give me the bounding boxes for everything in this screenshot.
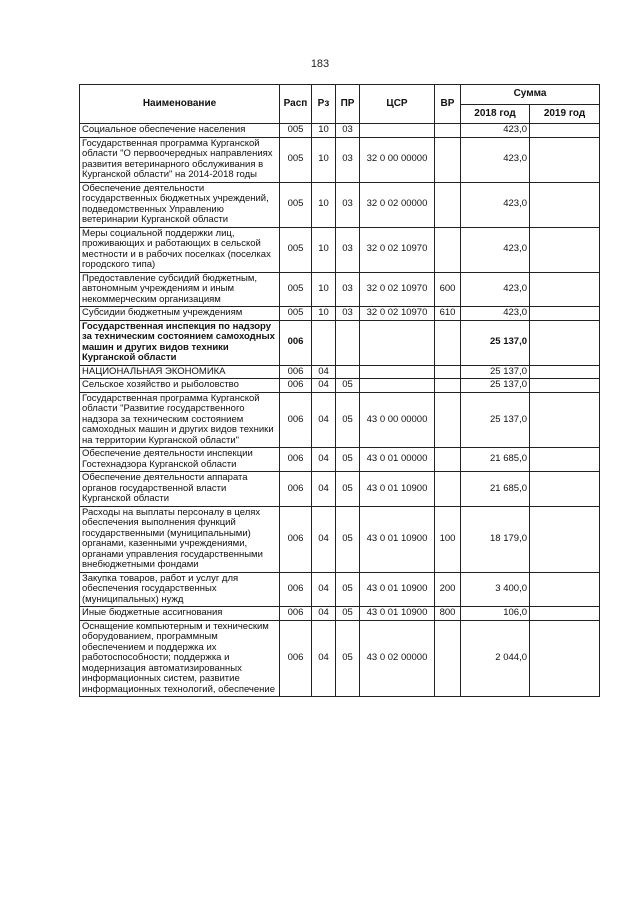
cell-vr: 200 bbox=[435, 572, 461, 607]
header-2018: 2018 год bbox=[461, 105, 530, 124]
cell-sum-2018: 25 137,0 bbox=[461, 365, 530, 379]
cell-rz: 10 bbox=[312, 137, 336, 182]
cell-sum-2018: 423,0 bbox=[461, 307, 530, 321]
cell-rz: 04 bbox=[312, 506, 336, 572]
cell-pr: 05 bbox=[336, 379, 360, 393]
cell-name: Предоставление субсидий бюджетным, автономным учреждениям и иным некоммерческим организациям bbox=[80, 272, 280, 307]
cell-sum-2019 bbox=[530, 572, 600, 607]
cell-rz: 10 bbox=[312, 272, 336, 307]
cell-name: Государственная программа Курганской области "Развитие государственного надзора за техническим состоянием самоходных машин и других видов техники на территории Курганской области" bbox=[80, 392, 280, 448]
table-row bbox=[80, 182, 600, 227]
cell-rasp: 006 bbox=[280, 607, 312, 621]
cell-sum-2018: 2 044,0 bbox=[461, 620, 530, 697]
cell-sum-2019 bbox=[530, 620, 600, 697]
cell-rz: 04 bbox=[312, 365, 336, 379]
cell-name: Социальное обеспечение населения bbox=[80, 124, 280, 138]
cell-pr: 03 bbox=[336, 307, 360, 321]
cell-pr: 03 bbox=[336, 137, 360, 182]
cell-sum-2019 bbox=[530, 272, 600, 307]
cell-rz: 04 bbox=[312, 572, 336, 607]
cell-rasp: 006 bbox=[280, 448, 312, 472]
cell-rasp: 006 bbox=[280, 506, 312, 572]
cell-pr: 05 bbox=[336, 620, 360, 697]
cell-vr bbox=[435, 227, 461, 272]
cell-sum-2018: 423,0 bbox=[461, 272, 530, 307]
cell-pr: 05 bbox=[336, 448, 360, 472]
cell-name: Обеспечение деятельности аппарата органов государственной власти Курганской области bbox=[80, 472, 280, 507]
cell-sum-2018: 21 685,0 bbox=[461, 448, 530, 472]
table-row bbox=[80, 620, 600, 697]
cell-rz: 04 bbox=[312, 607, 336, 621]
table-row bbox=[80, 307, 600, 321]
cell-rasp: 005 bbox=[280, 137, 312, 182]
cell-rasp: 005 bbox=[280, 182, 312, 227]
table-row bbox=[80, 137, 600, 182]
table-row bbox=[80, 272, 600, 307]
cell-sum-2019 bbox=[530, 365, 600, 379]
cell-vr bbox=[435, 124, 461, 138]
cell-vr bbox=[435, 320, 461, 365]
table-row bbox=[80, 572, 600, 607]
header-sum: Сумма bbox=[461, 85, 600, 105]
budget-table bbox=[79, 84, 600, 697]
cell-rasp: 005 bbox=[280, 124, 312, 138]
table-row bbox=[80, 392, 600, 448]
cell-pr: 03 bbox=[336, 227, 360, 272]
cell-csr: 32 0 02 00000 bbox=[360, 182, 435, 227]
cell-csr bbox=[360, 320, 435, 365]
header-rz: Рз bbox=[312, 85, 336, 124]
cell-csr: 43 0 01 10900 bbox=[360, 506, 435, 572]
cell-sum-2019 bbox=[530, 448, 600, 472]
cell-vr bbox=[435, 365, 461, 379]
cell-pr: 05 bbox=[336, 572, 360, 607]
cell-rz: 04 bbox=[312, 392, 336, 448]
header-2019: 2019 год bbox=[530, 105, 600, 124]
cell-rasp: 006 bbox=[280, 620, 312, 697]
header-pr: ПР bbox=[336, 85, 360, 124]
table-row bbox=[80, 379, 600, 393]
cell-name: Сельское хозяйство и рыболовство bbox=[80, 379, 280, 393]
cell-csr: 32 0 00 00000 bbox=[360, 137, 435, 182]
cell-sum-2018: 423,0 bbox=[461, 227, 530, 272]
cell-pr bbox=[336, 365, 360, 379]
cell-name: Обеспечение деятельности государственных бюджетных учреждений, подведомственных Управлению ветеринарии Курганской области bbox=[80, 182, 280, 227]
cell-vr bbox=[435, 620, 461, 697]
cell-sum-2019 bbox=[530, 607, 600, 621]
table-row bbox=[80, 472, 600, 507]
cell-csr: 32 0 02 10970 bbox=[360, 307, 435, 321]
cell-vr bbox=[435, 472, 461, 507]
cell-vr bbox=[435, 379, 461, 393]
cell-pr: 03 bbox=[336, 182, 360, 227]
table-row bbox=[80, 320, 600, 365]
cell-rasp: 006 bbox=[280, 572, 312, 607]
cell-rasp: 006 bbox=[280, 379, 312, 393]
cell-sum-2018: 21 685,0 bbox=[461, 472, 530, 507]
cell-csr bbox=[360, 124, 435, 138]
cell-sum-2018: 25 137,0 bbox=[461, 320, 530, 365]
cell-sum-2019 bbox=[530, 392, 600, 448]
cell-csr: 43 0 02 00000 bbox=[360, 620, 435, 697]
cell-sum-2018: 423,0 bbox=[461, 124, 530, 138]
cell-rz: 04 bbox=[312, 379, 336, 393]
cell-sum-2018: 106,0 bbox=[461, 607, 530, 621]
table-row bbox=[80, 607, 600, 621]
cell-sum-2019 bbox=[530, 506, 600, 572]
table-row bbox=[80, 506, 600, 572]
header-rasp: Расп bbox=[280, 85, 312, 124]
cell-csr: 43 0 01 10900 bbox=[360, 572, 435, 607]
cell-csr: 32 0 02 10970 bbox=[360, 272, 435, 307]
table-body bbox=[80, 124, 600, 697]
cell-csr bbox=[360, 379, 435, 393]
cell-pr: 05 bbox=[336, 472, 360, 507]
cell-vr: 100 bbox=[435, 506, 461, 572]
cell-rasp: 006 bbox=[280, 365, 312, 379]
cell-rz: 04 bbox=[312, 472, 336, 507]
cell-name: Государственная программа Курганской области "О первоочередных направлениях развития ветеринарного обслуживания в Курганской области" на 2014-2018 годы bbox=[80, 137, 280, 182]
cell-rz: 10 bbox=[312, 124, 336, 138]
cell-sum-2019 bbox=[530, 182, 600, 227]
cell-sum-2018: 18 179,0 bbox=[461, 506, 530, 572]
header-row-top bbox=[80, 85, 600, 105]
cell-sum-2019 bbox=[530, 137, 600, 182]
cell-rasp: 006 bbox=[280, 472, 312, 507]
cell-csr: 43 0 01 10900 bbox=[360, 607, 435, 621]
cell-sum-2018: 3 400,0 bbox=[461, 572, 530, 607]
cell-rz bbox=[312, 320, 336, 365]
cell-csr: 43 0 01 00000 bbox=[360, 448, 435, 472]
cell-name: Меры социальной поддержки лиц, проживающих и работающих в сельской местности и в рабочих поселках (поселках городского типа) bbox=[80, 227, 280, 272]
cell-name: Иные бюджетные ассигнования bbox=[80, 607, 280, 621]
cell-vr bbox=[435, 448, 461, 472]
cell-vr: 800 bbox=[435, 607, 461, 621]
cell-rz: 10 bbox=[312, 182, 336, 227]
cell-rasp: 006 bbox=[280, 392, 312, 448]
cell-sum-2018: 25 137,0 bbox=[461, 392, 530, 448]
cell-vr bbox=[435, 182, 461, 227]
cell-sum-2019 bbox=[530, 472, 600, 507]
table-row bbox=[80, 124, 600, 138]
cell-csr: 32 0 02 10970 bbox=[360, 227, 435, 272]
cell-sum-2018: 25 137,0 bbox=[461, 379, 530, 393]
cell-sum-2019 bbox=[530, 379, 600, 393]
cell-name: Оснащение компьютерным и техническим оборудованием, программным обеспечением и поддержка их работоспособности; поддержка и модернизация автоматизированных информационных систем, развитие информационных технологий, обеспечение bbox=[80, 620, 280, 697]
cell-pr: 05 bbox=[336, 607, 360, 621]
cell-sum-2019 bbox=[530, 320, 600, 365]
cell-pr bbox=[336, 320, 360, 365]
cell-pr: 03 bbox=[336, 124, 360, 138]
cell-pr: 05 bbox=[336, 506, 360, 572]
cell-sum-2019 bbox=[530, 227, 600, 272]
cell-sum-2018: 423,0 bbox=[461, 137, 530, 182]
cell-vr bbox=[435, 392, 461, 448]
cell-rasp: 006 bbox=[280, 320, 312, 365]
cell-name: Закупка товаров, работ и услуг для обеспечения государственных (муниципальных) нужд bbox=[80, 572, 280, 607]
table-row bbox=[80, 365, 600, 379]
cell-csr bbox=[360, 365, 435, 379]
header-csr: ЦСР bbox=[360, 85, 435, 124]
header-name: Наименование bbox=[80, 85, 280, 124]
cell-rz: 10 bbox=[312, 307, 336, 321]
cell-pr: 03 bbox=[336, 272, 360, 307]
cell-rasp: 005 bbox=[280, 307, 312, 321]
page-number: 183 bbox=[310, 58, 330, 70]
cell-vr: 610 bbox=[435, 307, 461, 321]
cell-sum-2018: 423,0 bbox=[461, 182, 530, 227]
table-row bbox=[80, 227, 600, 272]
header-vr: ВР bbox=[435, 85, 461, 124]
cell-name: Субсидии бюджетным учреждениям bbox=[80, 307, 280, 321]
cell-name: Государственная инспекция по надзору за техническим состоянием самоходных машин и других видов техники Курганской области bbox=[80, 320, 280, 365]
cell-rz: 04 bbox=[312, 620, 336, 697]
cell-rz: 04 bbox=[312, 448, 336, 472]
cell-rasp: 005 bbox=[280, 272, 312, 307]
cell-name: Обеспечение деятельности инспекции Гостехнадзора Курганской области bbox=[80, 448, 280, 472]
cell-rasp: 005 bbox=[280, 227, 312, 272]
table-row bbox=[80, 448, 600, 472]
cell-vr bbox=[435, 137, 461, 182]
cell-sum-2019 bbox=[530, 307, 600, 321]
cell-sum-2019 bbox=[530, 124, 600, 138]
cell-name: Расходы на выплаты персоналу в целях обеспечения выполнения функций государственными (муниципальными) органами, казенными учреждениями, органами управления государственными внебюджетными фондами bbox=[80, 506, 280, 572]
cell-vr: 600 bbox=[435, 272, 461, 307]
cell-rz: 10 bbox=[312, 227, 336, 272]
cell-name: НАЦИОНАЛЬНАЯ ЭКОНОМИКА bbox=[80, 365, 280, 379]
cell-csr: 43 0 00 00000 bbox=[360, 392, 435, 448]
cell-pr: 05 bbox=[336, 392, 360, 448]
cell-csr: 43 0 01 10900 bbox=[360, 472, 435, 507]
